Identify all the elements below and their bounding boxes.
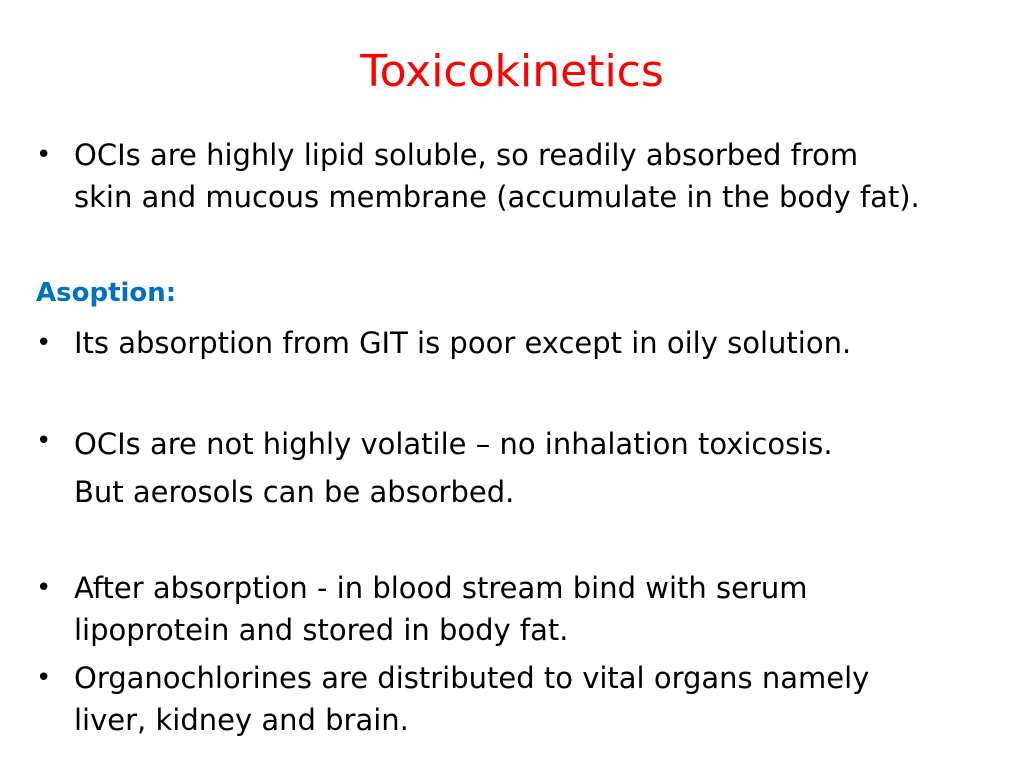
bullet-text bbox=[74, 420, 994, 516]
bullet-line: Organochlorines are distributed to vital organs namely bbox=[74, 661, 870, 695]
bullet-line: liver, kidney and brain. bbox=[74, 703, 409, 737]
bullet-line: lipoprotein and stored in body fat. bbox=[74, 613, 569, 647]
bullet-text bbox=[74, 134, 994, 218]
bullet-text bbox=[74, 322, 994, 364]
bullet-line: OCIs are not highly volatile – no inhalation toxicosis. bbox=[74, 427, 833, 461]
bullet-text bbox=[74, 567, 994, 651]
section-heading-absorption: Asoption: bbox=[36, 278, 177, 308]
bullet-text bbox=[74, 657, 994, 741]
bullet-dot-icon: • bbox=[36, 426, 52, 456]
bullet-dot-icon: • bbox=[36, 663, 52, 693]
bullet-dot-icon: • bbox=[36, 573, 52, 603]
slide-title: Toxicokinetics bbox=[360, 46, 664, 97]
bullet-line: But aerosols can be absorbed. bbox=[74, 475, 515, 509]
bullet-line: After absorption - in blood stream bind with serum bbox=[74, 571, 808, 605]
bullet-dot-icon: • bbox=[36, 140, 52, 170]
bullet-line: OCIs are highly lipid soluble, so readily absorbed from bbox=[74, 138, 859, 172]
bullet-dot-icon: • bbox=[36, 328, 52, 358]
bullet-line: skin and mucous membrane (accumulate in the body fat). bbox=[74, 180, 920, 214]
bullet-line: Its absorption from GIT is poor except in oily solution. bbox=[74, 326, 852, 360]
